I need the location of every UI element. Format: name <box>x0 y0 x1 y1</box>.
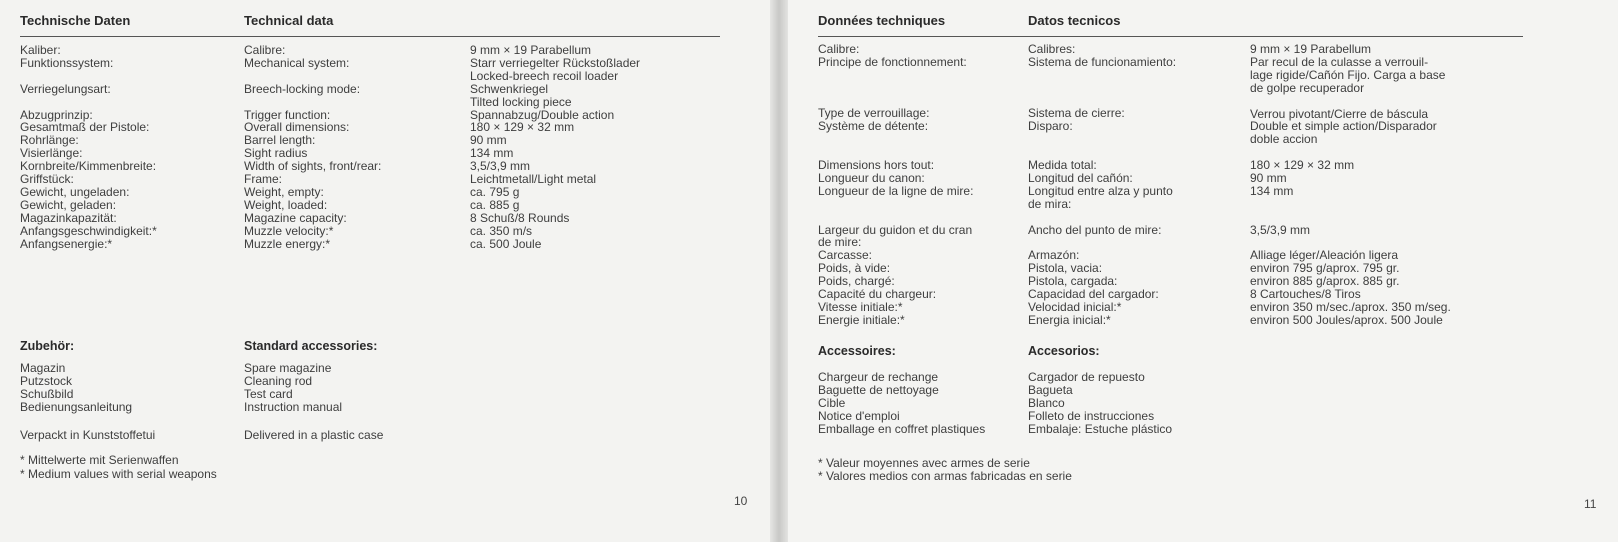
header-rule <box>20 36 720 37</box>
spec-line: ca. 500 Joule <box>470 236 542 251</box>
spec-line <box>1250 211 1451 224</box>
spec-line: lage rigide/Cañón Fijo. Carga a base <box>1250 67 1446 82</box>
spec-labels-german <box>20 44 157 250</box>
spec-line: Energie initiale:* <box>818 312 905 327</box>
spec-line: Chargeur de rechange <box>818 370 939 384</box>
spec-line: Spare magazine <box>244 361 332 375</box>
spec-line <box>818 211 973 224</box>
spec-line: Kaliber: <box>20 43 61 57</box>
page-number: 11 <box>1584 497 1597 511</box>
spec-line <box>20 96 157 109</box>
spec-line: 134 mm <box>470 146 514 161</box>
spec-line: Locked-breech recoil loader <box>470 68 619 83</box>
spec-line: Cleaning rod <box>244 373 313 388</box>
spec-line: Capacité du chargeur: <box>818 287 937 302</box>
spec-line <box>244 70 381 83</box>
spec-labels-english <box>244 44 381 250</box>
spec-line: Par recul de la culasse a verrouil- <box>1250 54 1429 69</box>
accessories-list-spanish <box>1028 371 1172 436</box>
packed-german: Verpackt in Kunststoffetui <box>20 428 156 442</box>
spec-line: 8 Cartouches/8 Tiros <box>1250 287 1361 302</box>
spec-line: Tilted locking piece <box>470 94 572 109</box>
spec-line: Magazinkapazität: <box>20 210 117 225</box>
spec-labels-french <box>818 43 973 327</box>
spec-line: ca. 885 g <box>470 197 520 212</box>
spec-line: Sight radius <box>244 146 308 161</box>
spec-line: Putzstock <box>20 373 73 388</box>
spec-line: Trigger function: <box>244 107 331 122</box>
spec-line: Mechanical system: <box>244 55 350 70</box>
header-german: Technische Daten <box>20 13 131 28</box>
spec-line <box>818 69 973 82</box>
spec-line: Schwenkriegel <box>470 81 549 96</box>
spec-line: Capacidad del cargador: <box>1028 287 1159 302</box>
spec-line: Anfangsgeschwindigkeit:* <box>20 223 157 238</box>
spec-line: 90 mm <box>1250 171 1287 186</box>
header-english: Technical data <box>244 13 334 28</box>
spec-line: 8 Schuß/8 Rounds <box>470 210 570 225</box>
spec-line: Abzugprinzip: <box>20 107 93 122</box>
spec-line <box>1028 82 1176 95</box>
spec-line: Baguette de nettoyage <box>818 382 939 397</box>
spec-line <box>818 198 973 211</box>
spec-line: Verriegelungsart: <box>20 81 111 96</box>
spec-line: Longueur de la ligne de mire: <box>818 183 974 198</box>
spec-line: Pistola, cargada: <box>1028 274 1118 289</box>
spec-line: Instruction manual <box>244 399 343 414</box>
spec-line: ca. 350 m/s <box>470 223 533 238</box>
spec-line: environ 885 g/aprox. 885 gr. <box>1250 274 1400 289</box>
spec-line: Ancho del punto de mire: <box>1028 222 1162 237</box>
spec-line: Vitesse initiale:* <box>818 300 903 315</box>
spec-line: doble accion <box>1250 132 1318 147</box>
spec-line: Calibre: <box>244 43 286 57</box>
spec-line: Double et simple action/Disparador <box>1250 119 1437 134</box>
spec-line: Longitud del cañón: <box>1028 170 1133 185</box>
spec-line: Poids, à vide: <box>818 261 891 276</box>
packed-english: Delivered in a plastic case <box>244 428 384 442</box>
spec-line: Disparo: <box>1028 119 1073 134</box>
spec-line: Pistola, vacia: <box>1028 261 1103 276</box>
spec-line: Folleto de instrucciones <box>1028 408 1155 423</box>
spec-line: Calibre: <box>818 42 860 56</box>
spec-line: Largeur du guidon et du cran <box>818 222 973 237</box>
spec-line: Medida total: <box>1028 158 1097 173</box>
spec-line: Magazin <box>20 361 66 375</box>
spec-line: environ 500 Joules/aprox. 500 Joule <box>1250 312 1443 327</box>
spec-line: Rohrlänge: <box>20 133 79 148</box>
spec-line: Spannabzug/Double action <box>470 107 615 122</box>
spec-line: Carcasse: <box>818 248 873 263</box>
spec-line: Calibres: <box>1028 42 1076 56</box>
spec-line: Width of sights, front/rear: <box>244 159 382 174</box>
spec-line: Test card <box>244 386 293 401</box>
spec-line: Gewicht, geladen: <box>20 197 117 212</box>
accessories-title-french: Accessoires: <box>818 344 896 358</box>
spec-line: Armazón: <box>1028 248 1080 263</box>
spec-line <box>1028 133 1176 146</box>
page-number: 10 <box>734 494 748 508</box>
spec-line: 9 mm × 19 Parabellum <box>470 43 592 57</box>
spec-line: environ 795 g/aprox. 795 gr. <box>1250 261 1400 276</box>
spec-line: Breech-locking mode: <box>244 81 361 96</box>
spec-line: Longueur du canon: <box>818 170 925 185</box>
spec-line <box>1028 69 1176 82</box>
spec-line: Verrou pivotant/Cierre de báscula <box>1250 106 1429 121</box>
spec-line: Overall dimensions: <box>244 120 350 135</box>
spec-line <box>20 70 157 83</box>
accessories-list-english <box>244 362 342 414</box>
spec-line: Embalaje: Estuche plástico <box>1028 421 1173 436</box>
spec-line: de mire: <box>818 235 862 250</box>
spec-line: Muzzle velocity:* <box>244 223 334 238</box>
spec-line: de golpe recuperador <box>1250 80 1365 95</box>
spec-line: Kornbreite/Kimmenbreite: <box>20 159 157 174</box>
spec-line: Dimensions hors tout: <box>818 158 935 173</box>
spec-line: Blanco <box>1028 395 1065 410</box>
spec-line: Gewicht, ungeladen: <box>20 184 130 199</box>
right-page <box>788 0 1618 542</box>
footnote-spanish: * Valores medios con armas fabricadas en serie <box>818 469 1072 483</box>
spec-line: Weight, empty: <box>244 184 324 199</box>
spec-line: Schußbild <box>20 386 74 401</box>
accessories-list-german <box>20 362 132 414</box>
spec-line <box>818 82 973 95</box>
header-rule <box>818 36 1523 37</box>
spec-line: Frame: <box>244 172 283 187</box>
spec-line: 134 mm <box>1250 183 1294 198</box>
spec-line: Muzzle energy:* <box>244 236 331 251</box>
footnote-english: * Medium values with serial weapons <box>20 467 217 481</box>
spec-line: Cible <box>818 395 846 410</box>
spec-labels-spanish <box>1028 43 1176 327</box>
spec-line: Gesamtmaß der Pistole: <box>20 120 150 135</box>
spec-line: Barrel length: <box>244 133 316 148</box>
spec-line <box>244 96 381 109</box>
spec-line: 180 × 129 × 32 mm <box>1250 158 1355 173</box>
spec-line: Funktionssystem: <box>20 55 114 70</box>
spec-line: Sistema de cierre: <box>1028 106 1125 121</box>
spec-line: Poids, chargé: <box>818 274 895 289</box>
spec-line: Notice d'emploi <box>818 408 900 423</box>
spec-line: Bedienungsanleitung <box>20 399 133 414</box>
left-page <box>0 0 770 542</box>
spec-line: 9 mm × 19 Parabellum <box>1250 42 1372 56</box>
accessories-list-french <box>818 371 985 436</box>
spec-values <box>470 44 640 251</box>
spec-line: Anfangsenergie:* <box>20 236 113 251</box>
header-french: Données techniques <box>818 13 946 28</box>
spec-line <box>818 133 973 146</box>
spec-line: Energia inicial:* <box>1028 312 1111 327</box>
spec-line: Bagueta <box>1028 382 1073 397</box>
spec-line: 180 × 129 × 32 mm <box>470 120 575 135</box>
book-gutter <box>770 0 788 542</box>
spec-line: Type de verrouillage: <box>818 106 930 121</box>
spec-line: Magazine capacity: <box>244 210 347 225</box>
spec-line: Starr verriegelter Rückstoßlader <box>470 55 641 70</box>
spec-line: Principe de fonctionnement: <box>818 54 967 69</box>
spec-line: Visierlänge: <box>20 146 83 161</box>
spec-line: Emballage en coffret plastiques <box>818 421 986 436</box>
spec-line: ca. 795 g <box>470 184 520 199</box>
header-spanish: Datos tecnicos <box>1028 13 1121 28</box>
spec-line: 90 mm <box>470 133 507 148</box>
footnote-german: * Mittelwerte mit Serienwaffen <box>20 453 179 467</box>
spec-line: Cargador de repuesto <box>1028 370 1145 384</box>
spec-line: Alliage léger/Aleación ligera <box>1250 248 1399 263</box>
accessories-title-spanish: Accesorios: <box>1028 344 1100 358</box>
accessories-title-german: Zubehör: <box>20 339 75 353</box>
spec-line: 3,5/3,9 mm <box>470 159 531 174</box>
spec-line: Système de détente: <box>818 119 929 134</box>
spec-line: Griffstück: <box>20 172 74 187</box>
spec-line <box>1028 211 1176 224</box>
footnote-french: * Valeur moyennes avec armes de serie <box>818 456 1030 470</box>
spec-line: Sistema de funcionamiento: <box>1028 54 1177 69</box>
spec-line: Weight, loaded: <box>244 197 328 212</box>
accessories-title-english: Standard accessories: <box>244 339 378 353</box>
spec-line: Longitud entre alza y punto <box>1028 183 1173 198</box>
spec-line <box>1250 198 1451 211</box>
spec-values <box>1250 43 1451 327</box>
spec-line <box>1250 95 1451 108</box>
spec-line: 3,5/3,9 mm <box>1250 222 1311 237</box>
spec-line: de mira: <box>1028 196 1072 211</box>
spec-line: Velocidad inicial:* <box>1028 300 1122 315</box>
spec-line: environ 350 m/sec./aprox. 350 m/seg. <box>1250 300 1451 315</box>
spec-line: Leichtmetall/Light metal <box>470 172 597 187</box>
